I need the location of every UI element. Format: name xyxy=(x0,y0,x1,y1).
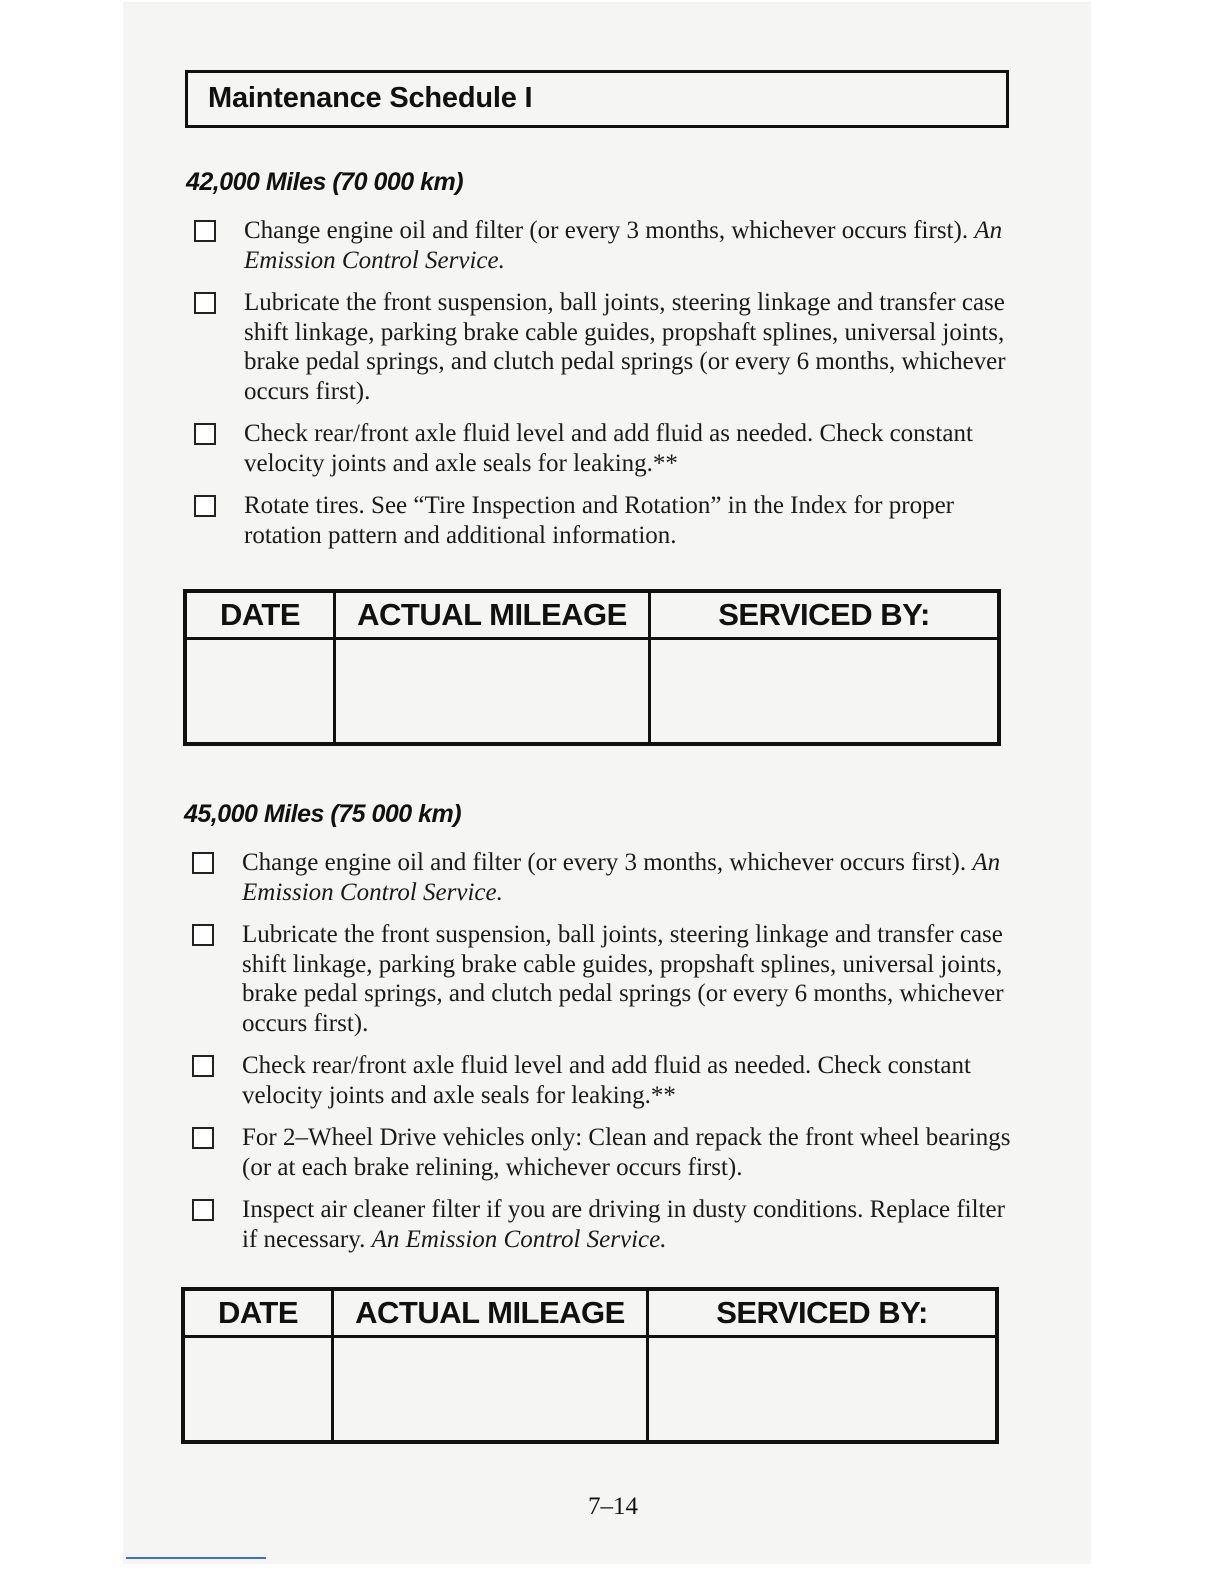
table-header-row xyxy=(183,1289,997,1337)
item-text: Lubricate the front suspension, ball joints, steering linkage and transfer case shift linkage, parking brake cable guides, propshaft splines, universal joints, brake pedal springs, and clutch pedal springs (or every 6 months, whichever occurs first). xyxy=(242,921,1004,1037)
list-item xyxy=(192,1195,1012,1254)
checkbox[interactable] xyxy=(194,495,216,517)
date-cell[interactable] xyxy=(183,1337,333,1443)
serviced-by-cell[interactable] xyxy=(648,1337,998,1443)
col-actual-mileage: ACTUAL MILEAGE xyxy=(333,1289,648,1337)
item-note: An Emission Control Service. xyxy=(244,217,1003,274)
table-header-row xyxy=(185,591,999,639)
serviced-by-cell[interactable] xyxy=(650,639,1000,745)
list-item xyxy=(192,920,1012,1038)
checkbox[interactable] xyxy=(192,1127,214,1149)
date-cell[interactable] xyxy=(185,639,335,745)
mileage-cell[interactable] xyxy=(333,1337,648,1443)
section-title-42000: 42,000 Miles (70 000 km) xyxy=(186,168,464,196)
col-date: DATE xyxy=(185,591,335,639)
schedule-header xyxy=(185,70,1009,128)
checkbox[interactable] xyxy=(194,423,216,445)
checkbox[interactable] xyxy=(192,1199,214,1221)
list-item xyxy=(194,216,1014,275)
checkbox[interactable] xyxy=(192,852,214,874)
page-number: 7–14 xyxy=(588,1493,638,1520)
checklist-42000 xyxy=(194,216,1014,563)
item-text: Check rear/front axle fluid level and add fluid as needed. Check constant velocity joints and axle seals for leaking.** xyxy=(244,420,973,477)
list-item xyxy=(194,419,1014,478)
service-log-table-45000 xyxy=(181,1287,999,1444)
footer-divider xyxy=(126,1557,266,1559)
item-text: Change engine oil and filter (or every 3 months, whichever occurs first). xyxy=(242,849,973,876)
list-item xyxy=(192,1123,1012,1182)
col-actual-mileage: ACTUAL MILEAGE xyxy=(335,591,650,639)
list-item xyxy=(192,1051,1012,1110)
checkbox[interactable] xyxy=(194,292,216,314)
item-note: An Emission Control Service. xyxy=(242,849,1001,906)
item-text: Rotate tires. See “Tire Inspection and Rotation” in the Index for proper rotation pattern and additional information. xyxy=(244,492,954,549)
item-text: Lubricate the front suspension, ball joints, steering linkage and transfer case shift linkage, parking brake cable guides, propshaft splines, universal joints, brake pedal springs, and clutch pedal springs (or every 6 months, whichever occurs first). xyxy=(244,289,1006,405)
item-text: Change engine oil and filter (or every 3 months, whichever occurs first). xyxy=(244,217,975,244)
list-item xyxy=(192,848,1012,907)
item-note: An Emission Control Service. xyxy=(371,1225,667,1253)
section-title-45000: 45,000 Miles (75 000 km) xyxy=(184,800,462,828)
col-serviced-by: SERVICED BY: xyxy=(648,1289,998,1337)
mileage-cell[interactable] xyxy=(335,639,650,745)
checkbox[interactable] xyxy=(192,1055,214,1077)
col-serviced-by: SERVICED BY: xyxy=(650,591,1000,639)
item-text: For 2–Wheel Drive vehicles only: Clean and repack the front wheel bearings (or at each brake relining, whichever occurs first). xyxy=(242,1124,1011,1181)
checkbox[interactable] xyxy=(194,220,216,242)
checklist-45000 xyxy=(192,848,1012,1267)
list-item xyxy=(194,288,1014,406)
col-date: DATE xyxy=(183,1289,333,1337)
service-log-table-42000 xyxy=(183,589,1001,746)
item-text: Inspect air cleaner filter if you are driving in dusty conditions. Replace filter if necessary. xyxy=(242,1196,1005,1253)
checkbox[interactable] xyxy=(192,924,214,946)
page-title: Maintenance Schedule I xyxy=(208,82,533,114)
table-row xyxy=(183,1337,997,1443)
list-item xyxy=(194,491,1014,550)
item-text: Check rear/front axle fluid level and add fluid as needed. Check constant velocity joints and axle seals for leaking.** xyxy=(242,1052,971,1109)
table-row xyxy=(185,639,999,745)
